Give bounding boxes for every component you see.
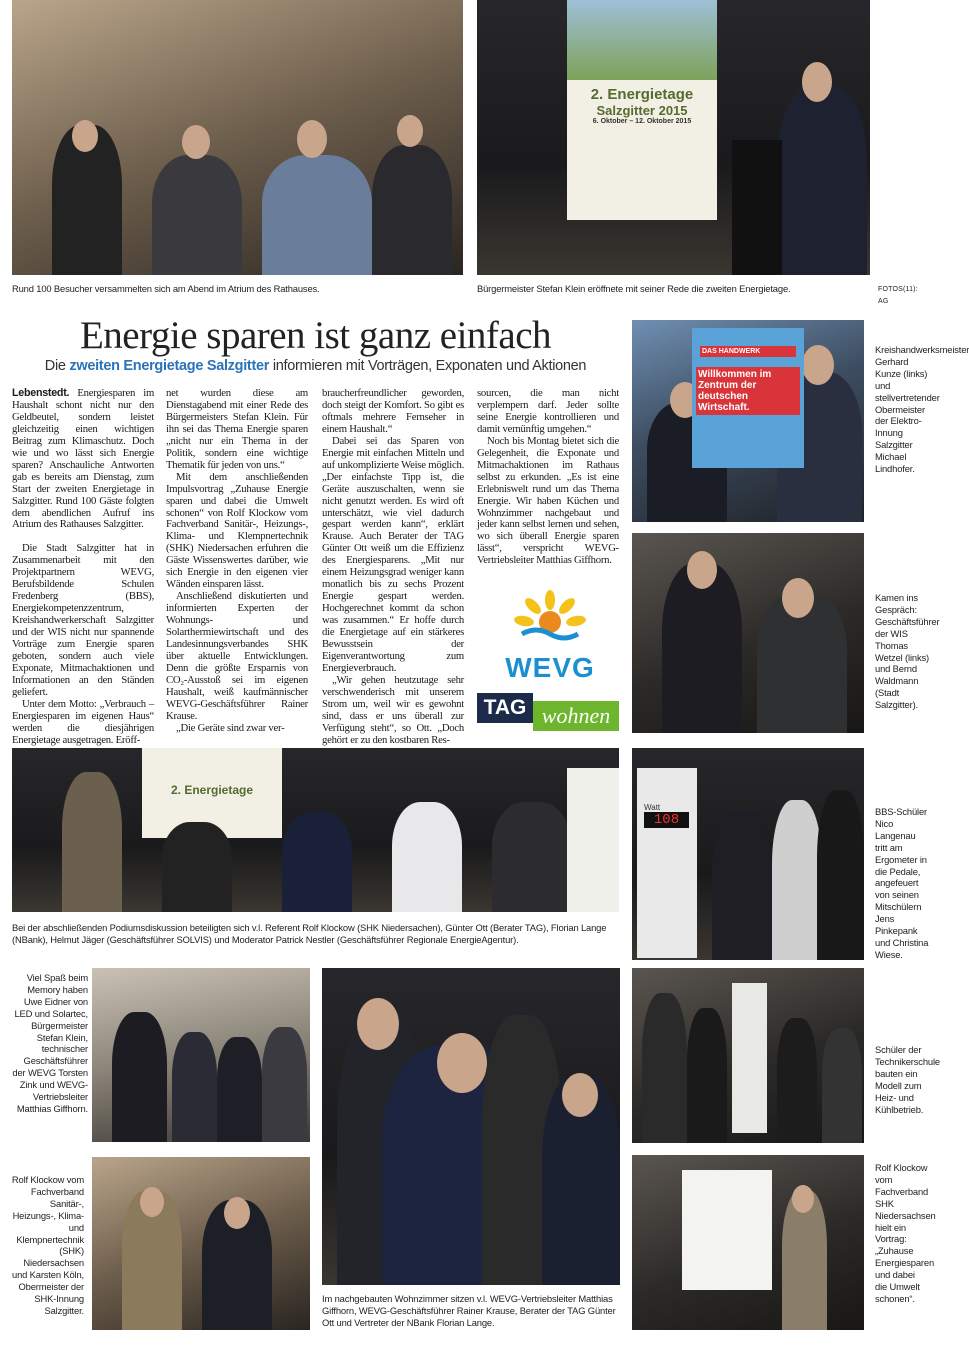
wevg-logo bbox=[500, 590, 600, 683]
subline-highlight: zweiten Energietage Salzgitter bbox=[69, 358, 270, 374]
paragraph: net wurden diese am Dienstagabend mit einer Rede des Bürgermeisters Stefan Klein. Für ihn sei das Thema Energie sparen „nicht nur ein Thema in der Politik, sondern eine wichtige Thematik für jeden von uns.“ bbox=[166, 387, 308, 471]
paragraph: „Wir gehen heutzutage sehr verschwenderisch mit unserem Strom um, weil wir es gewohnt sind, dass er uns überall zur Verfügung steht“, so Ott. „Doch gehört er zu den kostbaren Res- bbox=[322, 673, 464, 746]
sun-icon bbox=[500, 590, 600, 645]
paragraph: Die Stadt Salzgitter hat in Zusammenarbeit mit den Projektpartnern WEVG, Berufsbildende Schulen Fredenberg (BBS), Energiekompetenzzentrum, Kreishandwerkerschaft Salzgitter und der WIS nicht nur spannende Vorträge zum Energie sparen geboten, sondern auch viele Exponate, Mitmachaktionen und Informationen an den Ständen geliefert. bbox=[12, 542, 154, 698]
photo-credit: FOTOS(11): AG bbox=[878, 286, 918, 305]
caption-klockow-koeln: Rolf Klockow vom Fachverband Sanitär-, Heizungs-, Klima- und Klempnertechnik (SHK) Niedersachsen und Karsten Köln, Obermeister der SHK-Innung Salzgitter. bbox=[11, 1174, 84, 1316]
photo-living-room bbox=[322, 968, 620, 1285]
caption-memory: Viel Spaß beim Memory haben Uwe Eidner von LED und Solartec, Bürgermeister Stefan Klein, technischer Geschäftsführer der WEVG Torsten Zink und WEVG-Vertriebsleiter Matthias Giffhorn. bbox=[12, 972, 88, 1114]
caption-podium: Bei der abschließenden Podiumsdiskussion beteiligten sich v.l. Referent Rolf Klockow (SHK Niedersachen), Günter Ott (Berater TAG), Florian Lange (NBank), Helmut Jäger (Geschäftsführer SOLVIS) und Moderator Patrick Nestler (Geschäftsführer Regionale EnergieAgentur). bbox=[12, 922, 607, 945]
photo-mayor-speech bbox=[477, 0, 870, 275]
article-column-3 bbox=[322, 388, 464, 747]
photo-podium: 2. Energietage bbox=[12, 748, 619, 912]
photo-technikerschule bbox=[632, 968, 864, 1143]
photo-memory bbox=[92, 968, 310, 1142]
watt-display: Watt 108 bbox=[644, 803, 689, 833]
photo-wetzel-waldmann bbox=[632, 533, 864, 733]
article-headline: Energie sparen ist ganz einfach bbox=[79, 314, 552, 357]
photo-klockow-koeln bbox=[92, 1157, 310, 1330]
photo-kunze-lindhofer bbox=[632, 320, 864, 522]
caption-mayor: Bürgermeister Stefan Klein eröffnete mit seiner Rede die zweiten Energietage. bbox=[477, 283, 791, 294]
caption-technikerschule: Schüler der Technikerschule bauten ein Modell zum Heiz- und Kühlbetrieb. bbox=[875, 1044, 940, 1115]
dateline: Lebenstedt. bbox=[12, 387, 70, 399]
article-column-4 bbox=[477, 388, 619, 567]
projected-slide: 2. Energietage Salzgitter 2015 6. Oktober – 12. Oktober 2015 bbox=[567, 0, 717, 220]
paragraph: Anschließend diskutierten und informierten Experten der Wohnungs- und Solarthermiewirtschaft und des Landesinnungsverbandes SHK über aktuelle Entwicklungen. Denn die größte Ersparnis von CO₂-Ausstoß sei im eigenen Haushalt, weiß kaufmännischer WEVG-Geschäftsführer Rainer Krause. bbox=[166, 590, 308, 722]
paragraph: Lebenstedt. Energiesparen im Haushalt schont nicht nur den Geldbeutel, sondern leistet gleichzeitig einen wichtigen Beitrag zum Klimaschutz. Doch wie und wo lässt sich Energie sparen? Anschauliche Antworten gab es bereits am Dienstag, zum Start der zweiten Energietage in Salzgitter. Rund 100 Gäste folgten dem abendlichen Aufruf ins Atrium des Rathauses Salzgitter. bbox=[12, 387, 155, 531]
article-column-1 bbox=[12, 388, 154, 747]
article-column-2 bbox=[166, 388, 308, 735]
paragraph: Mit dem anschließenden Impulsvortrag „Zuhause Energie sparen und dabei die Umwelt schonen“ von Rolf Klockow vom Fachverband Sanitär-, Heizungs-, Klima- und Klempnertechnik (SHK) Niedersachen erfuhren die Gäste Wissenswertes darüber, wie sich Energie in den eigenen vier Wänden einsparen lässt. bbox=[166, 470, 308, 591]
wevg-wordmark: WEVG bbox=[505, 652, 595, 683]
paragraph: Noch bis Montag bietet sich die Gelegenheit, die Exponate und Mitmachaktionen im Rathaus selbst zu erkunden. „Es ist eine Erlebniswelt rund um das Thema Energie. Wir haben Küchen und Wohnzimmer nachgebaut und jeder kann selbst lernen und sehen, wo sich überall Energie sparen lässt“, verspricht WEVG-Vertriebsleiter Matthias Giffhorn. bbox=[477, 434, 619, 567]
banner: DAS HANDWERK Willkommen im Zentrum der deutschen Wirtschaft. bbox=[692, 328, 804, 468]
photo-ergometer bbox=[632, 748, 864, 960]
caption-bbs: BBS-Schüler Nico Langenau tritt am Ergometer in die Pedale, angefeuert von seinen Mitschülern Jens Pinkepank und Christina Wiese. bbox=[875, 806, 929, 960]
caption-klockow-lecture: Rolf Klockow vom Fachverband SHK Niedersachsen hielt ein Vortrag: „Zuhause Energiesparen und dabei die Umwelt schonen“. bbox=[875, 1162, 936, 1304]
tag-wohnen-logo: TAG wohnen bbox=[477, 693, 619, 731]
paragraph: sourcen, die man nicht verplempern darf. Jeder sollte seine Energie kontrollieren und damit vernünftig umgehen.“ bbox=[477, 387, 619, 435]
caption-kunze: Kreishandwerksmeister Gerhard Kunze (links) und stellvertretender Obermeister der Elektro-Innung Salzgitter Michael Lindhofer. bbox=[875, 344, 969, 475]
article-subline: Die zweiten Energietage Salzgitter informieren mit Vorträgen, Exponaten und Aktionen bbox=[44, 358, 587, 374]
photo-klockow-lecture bbox=[632, 1155, 864, 1330]
photo-audience bbox=[12, 0, 463, 275]
paragraph: Unter dem Motto: „Verbrauch – Energiesparen im eigenen Haus“ werden die diesjährigen Energietage ausgetragen. Eröff- bbox=[12, 697, 154, 746]
paragraph: „Die Geräte sind zwar ver- bbox=[176, 721, 285, 734]
caption-audience: Rund 100 Besucher versammelten sich am Abend im Atrium des Rathauses. bbox=[12, 283, 320, 294]
caption-wis: Kamen ins Gespräch: Geschäftsführer der WIS Thomas Wetzel (links) und Bernd Waldmann (Stadt Salzgitter). bbox=[875, 592, 940, 711]
paragraph: braucherfreundlicher geworden, doch steigt der Komfort. So gibt es oftmals mehrere Fernseher in einem Haushalt.“ bbox=[322, 387, 464, 435]
caption-living-room: Im nachgebauten Wohnzimmer sitzen v.l. WEVG-Vertriebsleiter Matthias Giffhorn, WEVG-Geschäftsführer Rainer Krause, Berater der TAG Günter Ott und Vertreter der NBank Florian Lange. bbox=[322, 1293, 616, 1328]
paragraph: Dabei sei das Sparen von Energie mit einfachen Mitteln und auf unkomplizierte Weise möglich. „Der einfachste Tipp ist, die Geräte auszuschalten, wenn sie nicht genutzt werden. Es wird oft unterschätzt, wie viel dadurch gespart werden kann“, erklärt Krause. Auch Berater der TAG Günter Ott weiß um die Effizienz des Energiesparens. „Mit nur einem Heizungsgrad weniger kann monatlich bis zu sechs Prozent Energie gespart werden. Hochgerechnet kommt da schon was zusammen.“ Er hoffe durch die Energietage auf ein stärkeres Bewusstsein der Eigenverantwortung zum Energieverbrauch. bbox=[322, 434, 464, 674]
